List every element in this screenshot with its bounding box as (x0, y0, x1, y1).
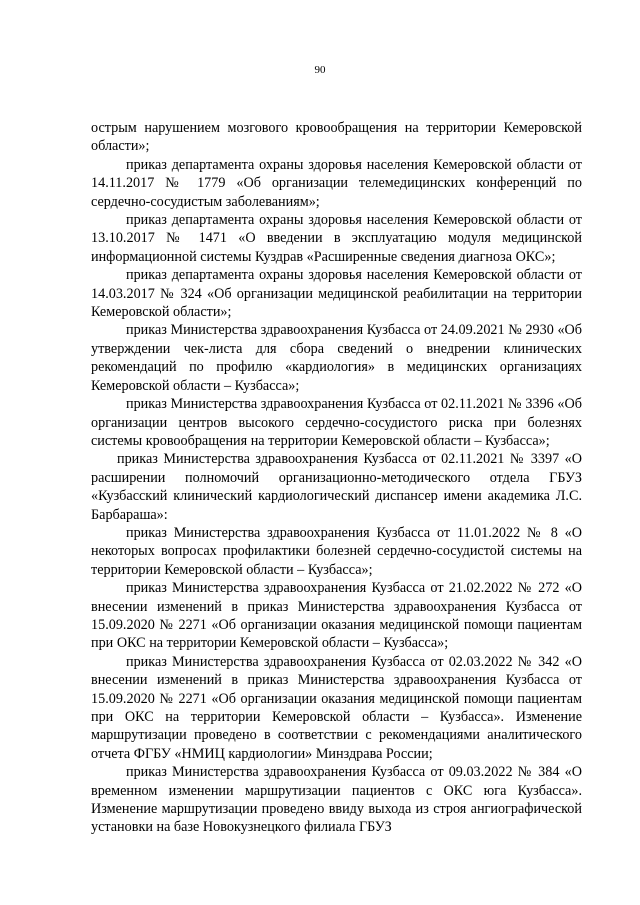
paragraph-order-3396: приказ Министерства здравоохранения Кузбасса от 02.11.2021 № 3396 «Об организации центров высокого сердечно-сосудистого риска при болезнях системы кровообращения на территории Кемеровской области – Кузбасса»; (91, 396, 582, 449)
paragraph-order-324: приказ департамента охраны здоровья населения Кемеровской области от 14.03.2017 № 324 «Об организации медицинской реабилитации на территории Кемеровской области»; (91, 267, 582, 321)
paragraph-order-3397: приказ Министерства здравоохранения Кузбасса от 02.11.2021 № 3397 «О расширении полномочий организационно-методического отдела ГБУЗ «Кузбасский клинический кардиологический диспансер имени академика Л.С. Барбараша»: (91, 451, 582, 523)
paragraph-order-272: приказ Министерства здравоохранения Кузбасса от 21.02.2022 № 272 «О внесении изменений в приказ Министерства здравоохранения Кузбасса от 15.09.2020 № 2271 «Об организации оказания медицинской помощи пациентам при ОКС на территории Кемеровской области – Кузбасса»; (91, 580, 582, 652)
paragraph-order-384: приказ Министерства здравоохранения Кузбасса от 09.03.2022 № 384 «О временном изменении маршрутизации пациентов с ОКС юга Кузбасса». Изменение маршрутизации проведено ввиду выхода из строя ангиографической установки на базе Новокузнецкого филиала ГБУЗ (91, 764, 582, 836)
document-body (91, 119, 582, 837)
paragraph-order-342: приказ Министерства здравоохранения Кузбасса от 02.03.2022 № 342 «О внесении изменений в приказ Министерства здравоохранения Кузбасса от 15.09.2020 № 2271 «Об организации оказания медицинской помощи пациентам при ОКС на территории Кемеровской области – Кузбасса». Изменение маршрутизации проведено в соответствии с рекомендациями аналитического отчета ФГБУ «НМИЦ кардиологии» Минздрава России; (91, 653, 582, 762)
paragraph-order-2930: приказ Министерства здравоохранения Кузбасса от 24.09.2021 № 2930 «Об утверждении чек-листа для сбора сведений о внедрении клинических рекомендаций по профилю «кардиология» в медицинских организациях Кемеровской области – Кузбасса»; (91, 322, 582, 394)
paragraph-order-1471: приказ департамента охраны здоровья населения Кемеровской области от 13.10.2017 № 1471 «О введении в эксплуатацию модуля медицинской информационной системы Куздрав «Расширенные сведения диагноза ОКС»; (91, 212, 582, 265)
paragraph-continuation: острым нарушением мозгового кровообращения на территории Кемеровской области»; (91, 120, 582, 155)
paragraph-order-1779: приказ департамента охраны здоровья населения Кемеровской области от 14.11.2017 № 1779 «Об организации телемедицинских конференций по сердечно-сосудистым заболеваниям»; (91, 156, 582, 210)
page-number: 90 (314, 64, 326, 76)
paragraph-order-8: приказ Министерства здравоохранения Кузбасса от 11.01.2022 № 8 «О некоторых вопросах профилактики болезней сердечно-сосудистой системы на территории Кемеровской области – Кузбасса»; (91, 524, 582, 578)
